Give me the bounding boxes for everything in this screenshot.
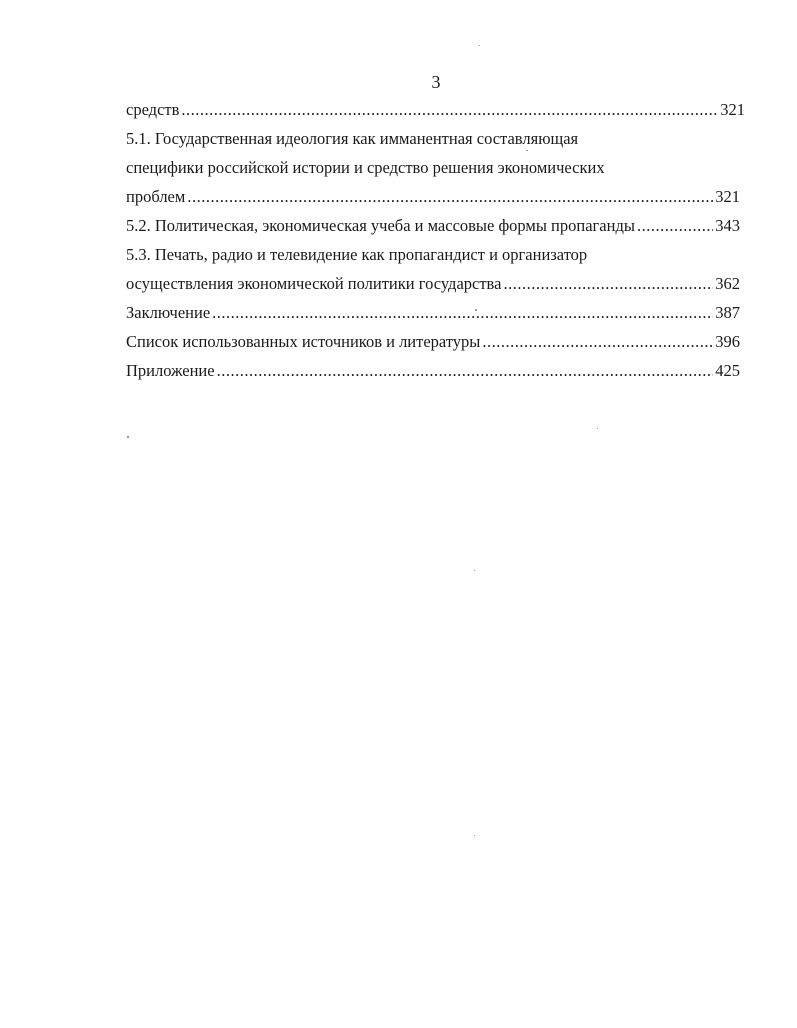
toc-entry-5-1 — [126, 124, 740, 153]
toc-entry-5-2 — [126, 211, 740, 240]
dot-leader — [637, 211, 713, 240]
toc-entry-appendix — [126, 356, 740, 385]
scan-speck — [526, 150, 528, 151]
toc-entry-page: 321 — [715, 187, 740, 206]
dot-leader — [212, 298, 713, 327]
scan-speck — [474, 570, 475, 571]
toc-entry-title: Список использованных источников и литературы — [126, 332, 481, 351]
toc-entry-title: Заключение — [126, 303, 211, 322]
toc-entry-page: 321 — [720, 100, 745, 119]
toc-entry-conclusion — [126, 298, 740, 327]
toc-entry-title: средств — [126, 100, 180, 119]
toc-entry-title: Приложение — [126, 361, 215, 380]
toc-entry-title: специфики российской истории и средство решения экономических — [126, 158, 605, 177]
toc-entry-page: 425 — [715, 361, 740, 380]
toc-entry-page: 387 — [715, 303, 740, 322]
dot-leader — [482, 327, 713, 356]
toc-entry-sources — [126, 327, 740, 356]
toc-entry-title: 5.3. Печать, радио и телевидение как пропагандист и организатор — [126, 245, 588, 264]
dot-leader — [503, 269, 713, 298]
scan-speck — [597, 428, 598, 429]
toc-entry-5-1-continued — [126, 153, 740, 182]
toc-entry-page: 362 — [715, 274, 740, 293]
toc-entry-page: 396 — [715, 332, 740, 351]
dot-leader — [187, 182, 713, 211]
toc-entry-title: 5.2. Политическая, экономическая учеба и массовые формы пропаганды — [126, 216, 635, 235]
toc-entry-title: осуществления экономической политики государства — [126, 274, 502, 293]
scan-speck — [127, 436, 129, 438]
dot-leader — [181, 95, 718, 124]
scan-speck — [474, 835, 475, 836]
toc-entry-5-3-end — [126, 269, 740, 298]
toc-entry-title: проблем — [126, 187, 186, 206]
table-of-contents — [126, 95, 745, 385]
toc-entry-title: 5.1. Государственная идеология как имманентная составляющая — [126, 129, 579, 148]
page-number: 3 — [431, 72, 441, 92]
toc-entry-5-3 — [126, 240, 740, 269]
scan-speck — [475, 309, 477, 311]
scan-speck — [479, 45, 480, 46]
toc-entry-continuation — [126, 95, 745, 124]
toc-entry-5-1-end — [126, 182, 740, 211]
dot-leader — [217, 356, 714, 385]
toc-entry-page: 343 — [715, 216, 740, 235]
